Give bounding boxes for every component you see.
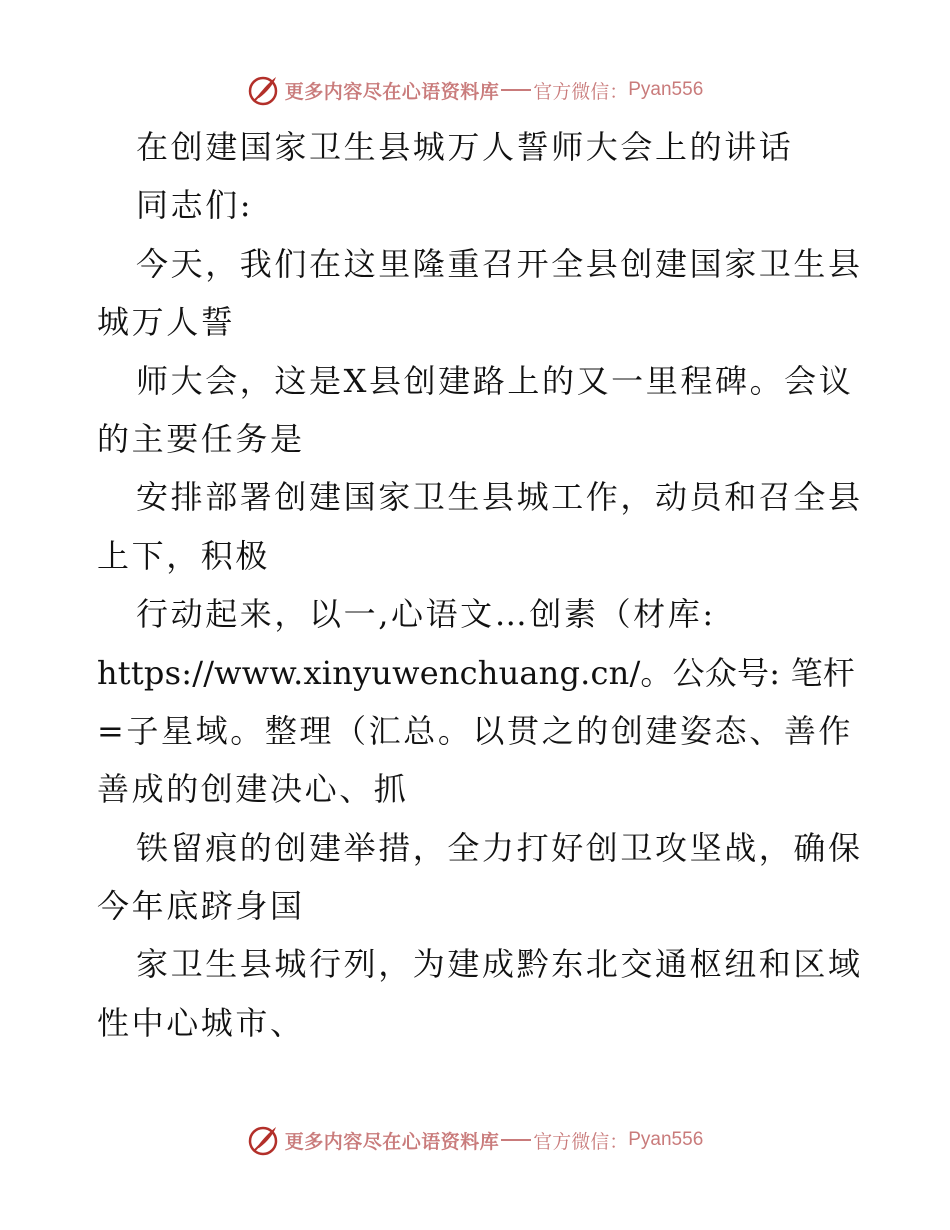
paragraph-line: 家卫生县城行列，为建成黔东北交通枢纽和区域 [136, 945, 863, 984]
paragraph-line: =子星域。整理（汇总。以贯之的创建姿态、善作 [97, 711, 854, 750]
feather-pen-logo-icon [247, 74, 279, 106]
speech-title: 在创建国家卫生县城万人誓师大会上的讲话 [136, 128, 794, 166]
feather-pen-logo-icon [247, 1124, 279, 1156]
salutation: 同志们: [136, 186, 254, 225]
paragraph-line: 上下，积极 [97, 536, 271, 575]
paragraph-line: 今天，我们在这里隆重召开全县创建国家卫生县 [136, 244, 863, 283]
footer-banner [0, 1120, 950, 1160]
document-body [97, 118, 863, 1052]
banner-site-text: 更多内容尽在心语资料库 [284, 80, 500, 103]
header-banner [0, 70, 950, 110]
banner-dash [501, 1139, 531, 1141]
paragraph-line: 铁留痕的创建举措，全力打好创卫攻坚战，确保 [136, 828, 863, 867]
paragraph-line: 城万人誓 [97, 303, 236, 342]
paragraph-line: 师大会，这是X县创建路上的又一里程碑。会议 [136, 361, 854, 400]
paragraph-line: 的主要任务是 [97, 419, 305, 458]
paragraph-line: 善成的创建决心、抓 [97, 770, 409, 809]
banner-dash [501, 89, 531, 91]
banner-wechat-label: 官方微信： [533, 1130, 629, 1153]
banner-wechat-id: Pyan556 [628, 1129, 704, 1150]
paragraph-line: 性中心城市、 [97, 1003, 305, 1042]
paragraph-line-url: https://www.xinyuwenchuang.cn/。公众号: 笔杆 [97, 653, 855, 692]
banner-wechat-id: Pyan556 [628, 79, 704, 100]
paragraph-line: 今年底跻身国 [97, 887, 305, 926]
banner-site-text: 更多内容尽在心语资料库 [284, 1130, 500, 1153]
paragraph-line: 安排部署创建国家卫生县城工作，动员和召全县 [136, 478, 863, 517]
paragraph-line: 行动起来，以一,心语文…创素（材库: [136, 595, 716, 634]
banner-wechat-label: 官方微信： [533, 80, 629, 103]
